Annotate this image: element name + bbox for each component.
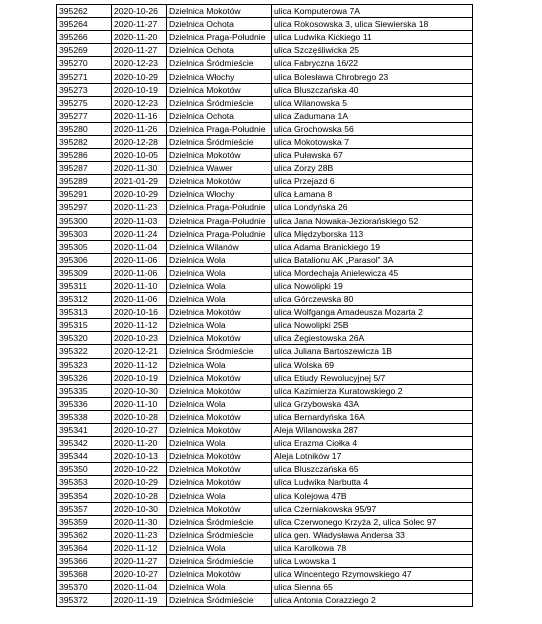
district-cell: Dzielnica Praga-Południe [167,227,272,240]
address-cell: ulica Bernardyńska 16A [272,410,473,423]
table-row [57,175,473,188]
address-cell: ulica Wilanowska 5 [272,96,473,109]
record-id-cell: 395264 [57,18,112,31]
date-cell: 2020-10-22 [112,463,167,476]
table-row [57,554,473,567]
district-cell: Dzielnica Śródmieście [167,594,272,607]
date-cell: 2020-10-19 [112,83,167,96]
date-cell: 2020-10-29 [112,70,167,83]
address-cell: ulica Londyńska 26 [272,201,473,214]
date-cell: 2020-11-23 [112,201,167,214]
table-row [57,240,473,253]
record-id-cell: 395311 [57,279,112,292]
address-cell: ulica Zadumana 1A [272,109,473,122]
district-cell: Dzielnica Wola [167,319,272,332]
address-cell: ulica gen. Władysława Andersa 33 [272,528,473,541]
table-row [57,279,473,292]
table-row [57,57,473,70]
date-cell: 2020-11-03 [112,214,167,227]
date-cell: 2020-10-26 [112,5,167,18]
district-cell: Dzielnica Mokotów [167,568,272,581]
table-row [57,253,473,266]
table-row [57,397,473,410]
address-cell: ulica Bluszczańska 40 [272,83,473,96]
date-cell: 2020-10-27 [112,424,167,437]
date-cell: 2020-11-27 [112,18,167,31]
date-cell: 2020-12-23 [112,96,167,109]
table-row [57,424,473,437]
table-row [57,410,473,423]
date-cell: 2020-12-28 [112,135,167,148]
table-row [57,319,473,332]
district-cell: Dzielnica Mokotów [167,424,272,437]
district-cell: Dzielnica Wola [167,489,272,502]
address-cell: ulica Jana Nowaka-Jeziorańskiego 52 [272,214,473,227]
record-id-cell: 395306 [57,253,112,266]
date-cell: 2020-11-26 [112,122,167,135]
table-row [57,502,473,515]
date-cell: 2020-11-27 [112,554,167,567]
address-cell: ulica Ludwika Kickiego 11 [272,31,473,44]
record-id-cell: 395286 [57,149,112,162]
address-cell: ulica Zorzy 28B [272,162,473,175]
date-cell: 2020-11-06 [112,253,167,266]
date-cell: 2020-10-28 [112,410,167,423]
record-id-cell: 395273 [57,83,112,96]
district-cell: Dzielnica Śródmieście [167,515,272,528]
record-id-cell: 395303 [57,227,112,240]
address-cell: ulica Bolesława Chrobrego 23 [272,70,473,83]
date-cell: 2020-11-24 [112,227,167,240]
record-id-cell: 395271 [57,70,112,83]
district-cell: Dzielnica Wilanów [167,240,272,253]
district-cell: Dzielnica Wola [167,358,272,371]
date-cell: 2020-10-13 [112,450,167,463]
record-id-cell: 395357 [57,502,112,515]
record-id-cell: 395277 [57,109,112,122]
date-cell: 2020-11-04 [112,581,167,594]
address-cell: ulica Czerwonego Krzyża 2, ulica Solec 97 [272,515,473,528]
date-cell: 2020-11-30 [112,162,167,175]
address-cell: ulica Adama Branickiego 19 [272,240,473,253]
district-cell: Dzielnica Włochy [167,70,272,83]
table-row [57,18,473,31]
date-cell: 2020-10-30 [112,502,167,515]
records-table-body [57,5,473,607]
address-cell: ulica Sienna 65 [272,581,473,594]
district-cell: Dzielnica Ochota [167,109,272,122]
district-cell: Dzielnica Wola [167,397,272,410]
table-row [57,109,473,122]
table-row [57,332,473,345]
record-id-cell: 395312 [57,293,112,306]
district-cell: Dzielnica Wola [167,581,272,594]
date-cell: 2020-11-20 [112,437,167,450]
table-row [57,214,473,227]
date-cell: 2020-11-27 [112,44,167,57]
district-cell: Dzielnica Śródmieście [167,135,272,148]
address-cell: ulica Międzyborska 113 [272,227,473,240]
table-row [57,44,473,57]
address-cell: ulica Rokosowska 3, ulica Siewierska 18 [272,18,473,31]
record-id-cell: 395291 [57,188,112,201]
address-cell: ulica Górczewska 80 [272,293,473,306]
date-cell: 2020-11-19 [112,594,167,607]
date-cell: 2020-12-21 [112,345,167,358]
address-cell: ulica Nowolipki 25B [272,319,473,332]
address-cell: ulica Antonia Corazziego 2 [272,594,473,607]
date-cell: 2020-10-19 [112,371,167,384]
address-cell: ulica Ludwika Narbutta 4 [272,476,473,489]
date-cell: 2020-11-04 [112,240,167,253]
district-cell: Dzielnica Praga-Południe [167,214,272,227]
address-cell: ulica Mordechaja Anielewicza 45 [272,266,473,279]
district-cell: Dzielnica Praga-Południe [167,31,272,44]
table-row [57,489,473,502]
table-row [57,162,473,175]
table-row [57,541,473,554]
district-cell: Dzielnica Wola [167,541,272,554]
date-cell: 2020-10-29 [112,476,167,489]
district-cell: Dzielnica Praga-Południe [167,122,272,135]
record-id-cell: 395372 [57,594,112,607]
table-row [57,528,473,541]
table-row [57,70,473,83]
record-id-cell: 395323 [57,358,112,371]
district-cell: Dzielnica Mokotów [167,410,272,423]
date-cell: 2020-11-16 [112,109,167,122]
date-cell: 2020-10-29 [112,188,167,201]
record-id-cell: 395315 [57,319,112,332]
record-id-cell: 395289 [57,175,112,188]
district-cell: Dzielnica Praga-Południe [167,201,272,214]
record-id-cell: 395338 [57,410,112,423]
address-cell: ulica Bluszczańska 65 [272,463,473,476]
table-row [57,581,473,594]
date-cell: 2020-10-23 [112,332,167,345]
table-row [57,594,473,607]
table-row [57,122,473,135]
date-cell: 2021-01-29 [112,175,167,188]
record-id-cell: 395364 [57,541,112,554]
date-cell: 2020-11-12 [112,541,167,554]
district-cell: Dzielnica Mokotów [167,463,272,476]
address-cell: ulica Lwowska 1 [272,554,473,567]
address-cell: ulica Kolejowa 47B [272,489,473,502]
record-id-cell: 395362 [57,528,112,541]
address-cell: ulica Komputerowa 7A [272,5,473,18]
record-id-cell: 395342 [57,437,112,450]
record-id-cell: 395287 [57,162,112,175]
district-cell: Dzielnica Wola [167,293,272,306]
district-cell: Dzielnica Mokotów [167,476,272,489]
address-cell: ulica Grzybowska 43A [272,397,473,410]
date-cell: 2020-11-12 [112,319,167,332]
address-cell: ulica Kazimierza Kuratowskiego 2 [272,384,473,397]
record-id-cell: 395270 [57,57,112,70]
district-cell: Dzielnica Wola [167,253,272,266]
record-id-cell: 395309 [57,266,112,279]
address-cell: ulica Szczęśliwicka 25 [272,44,473,57]
table-row [57,306,473,319]
address-cell: ulica Karolkowa 78 [272,541,473,554]
table-row [57,149,473,162]
address-cell: ulica Juliana Bartoszewicza 1B [272,345,473,358]
record-id-cell: 395353 [57,476,112,489]
table-row [57,476,473,489]
district-cell: Dzielnica Mokotów [167,5,272,18]
district-cell: Dzielnica Mokotów [167,371,272,384]
record-id-cell: 395322 [57,345,112,358]
record-id-cell: 395368 [57,568,112,581]
table-row [57,5,473,18]
record-id-cell: 395280 [57,122,112,135]
address-cell: ulica Mokotowska 7 [272,135,473,148]
table-row [57,437,473,450]
district-cell: Dzielnica Mokotów [167,384,272,397]
district-cell: Dzielnica Wawer [167,162,272,175]
record-id-cell: 395366 [57,554,112,567]
table-row [57,266,473,279]
address-cell: ulica Grochowska 56 [272,122,473,135]
district-cell: Dzielnica Śródmieście [167,554,272,567]
address-cell: ulica Wolska 69 [272,358,473,371]
district-cell: Dzielnica Wola [167,279,272,292]
date-cell: 2020-11-30 [112,515,167,528]
date-cell: 2020-10-27 [112,568,167,581]
address-cell: ulica Etiudy Rewolucyjnej 5/7 [272,371,473,384]
address-cell: ulica Czerniakowska 95/97 [272,502,473,515]
record-id-cell: 395275 [57,96,112,109]
table-row [57,345,473,358]
table-row [57,568,473,581]
address-cell: ulica Wolfganga Amadeusza Mozarta 2 [272,306,473,319]
address-cell: ulica Nowolipki 19 [272,279,473,292]
table-row [57,83,473,96]
district-cell: Dzielnica Mokotów [167,175,272,188]
record-id-cell: 395350 [57,463,112,476]
address-cell: ulica Puławska 67 [272,149,473,162]
district-cell: Dzielnica Śródmieście [167,57,272,70]
district-cell: Dzielnica Mokotów [167,149,272,162]
address-cell: Aleja Wilanowska 287 [272,424,473,437]
record-id-cell: 395370 [57,581,112,594]
date-cell: 2020-11-10 [112,397,167,410]
district-cell: Dzielnica Mokotów [167,502,272,515]
record-id-cell: 395262 [57,5,112,18]
district-cell: Dzielnica Ochota [167,44,272,57]
district-cell: Dzielnica Śródmieście [167,96,272,109]
address-cell: Aleja Lotników 17 [272,450,473,463]
table-row [57,293,473,306]
date-cell: 2020-11-12 [112,358,167,371]
district-cell: Dzielnica Śródmieście [167,345,272,358]
address-cell: ulica Fabryczna 16/22 [272,57,473,70]
table-row [57,515,473,528]
district-cell: Dzielnica Włochy [167,188,272,201]
district-cell: Dzielnica Śródmieście [167,528,272,541]
record-id-cell: 395300 [57,214,112,227]
record-id-cell: 395313 [57,306,112,319]
table-row [57,31,473,44]
date-cell: 2020-10-28 [112,489,167,502]
date-cell: 2020-11-10 [112,279,167,292]
table-row [57,201,473,214]
date-cell: 2020-10-05 [112,149,167,162]
record-id-cell: 395305 [57,240,112,253]
date-cell: 2020-10-30 [112,384,167,397]
address-cell: ulica Żegiestowska 26A [272,332,473,345]
date-cell: 2020-11-23 [112,528,167,541]
table-row [57,384,473,397]
district-cell: Dzielnica Mokotów [167,83,272,96]
record-id-cell: 395266 [57,31,112,44]
table-row [57,227,473,240]
record-id-cell: 395336 [57,397,112,410]
table-row [57,135,473,148]
date-cell: 2020-11-20 [112,31,167,44]
table-row [57,96,473,109]
records-table [56,4,473,607]
record-id-cell: 395297 [57,201,112,214]
date-cell: 2020-10-16 [112,306,167,319]
district-cell: Dzielnica Mokotów [167,306,272,319]
address-cell: ulica Erazma Ciołka 4 [272,437,473,450]
record-id-cell: 395354 [57,489,112,502]
record-id-cell: 395282 [57,135,112,148]
district-cell: Dzielnica Mokotów [167,332,272,345]
district-cell: Dzielnica Wola [167,437,272,450]
district-cell: Dzielnica Mokotów [167,450,272,463]
address-cell: ulica Przejazd 6 [272,175,473,188]
record-id-cell: 395341 [57,424,112,437]
record-id-cell: 395359 [57,515,112,528]
record-id-cell: 395269 [57,44,112,57]
table-row [57,188,473,201]
district-cell: Dzielnica Wola [167,266,272,279]
table-row [57,450,473,463]
district-cell: Dzielnica Ochota [167,18,272,31]
table-row [57,358,473,371]
table-row [57,371,473,384]
address-cell: ulica Batalionu AK „Parasol” 3A [272,253,473,266]
address-cell: ulica Wincentego Rzymowskiego 47 [272,568,473,581]
table-row [57,463,473,476]
record-id-cell: 395344 [57,450,112,463]
record-id-cell: 395326 [57,371,112,384]
date-cell: 2020-11-06 [112,266,167,279]
record-id-cell: 395335 [57,384,112,397]
record-id-cell: 395320 [57,332,112,345]
date-cell: 2020-11-06 [112,293,167,306]
address-cell: ulica Łamana 8 [272,188,473,201]
date-cell: 2020-12-23 [112,57,167,70]
